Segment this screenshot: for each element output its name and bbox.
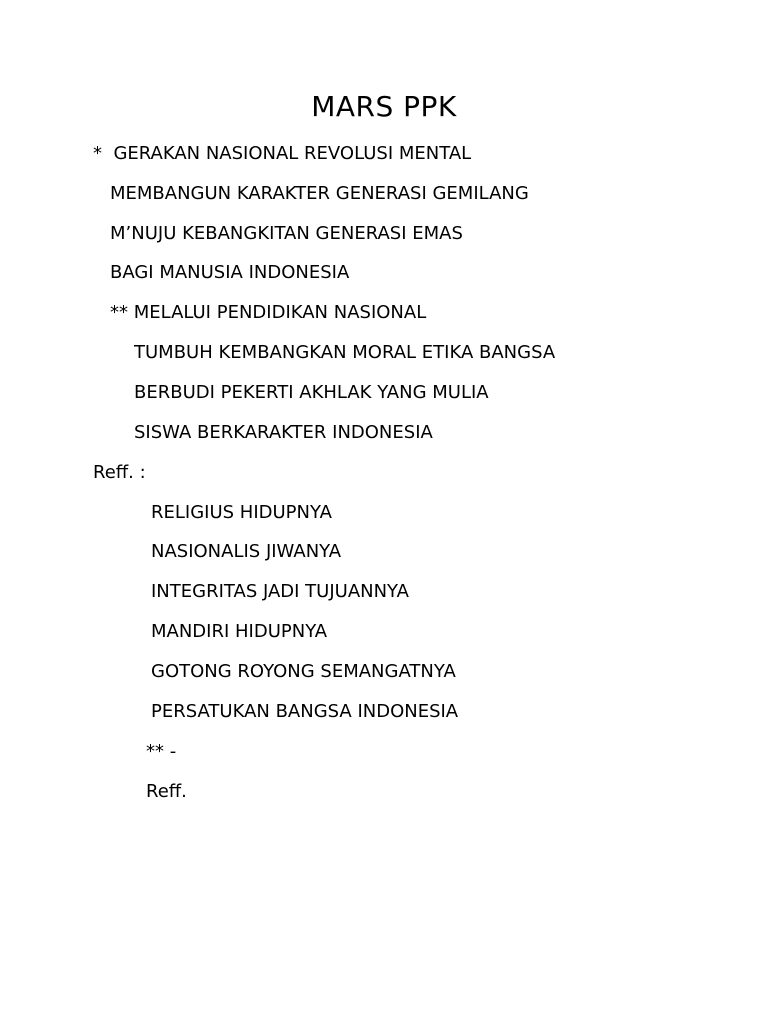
reff-label: Reff. : [93,462,146,483]
verse-line-6: TUMBUH KEMBANGKAN MORAL ETIKA BANGSA [134,342,556,363]
verse-line-3: M’NUJU KEBANGKITAN GENERASI EMAS [110,223,463,244]
reff-line-6: PERSATUKAN BANGSA INDONESIA [151,701,459,722]
verse-line-8: SISWA BERKARAKTER INDONESIA [134,422,433,443]
verse-line-7: BERBUDI PEKERTI AKHLAK YANG MULIA [134,382,489,403]
reff-line-4: MANDIRI HIDUPNYA [151,621,328,642]
verse-line-2: MEMBANGUN KARAKTER GENERASI GEMILANG [110,183,529,204]
outro-reff: Reff. [146,781,187,802]
reff-line-2: NASIONALIS JIWANYA [151,541,342,562]
verse-line-1: * GERAKAN NASIONAL REVOLUSI MENTAL [93,143,472,164]
reff-line-5: GOTONG ROYONG SEMANGATNYA [151,661,456,682]
outro-marker: ** - [146,741,177,762]
verse-line-4: BAGI MANUSIA INDONESIA [110,262,350,283]
verse-line-5: ** MELALUI PENDIDIKAN NASIONAL [110,302,427,323]
reff-line-3: INTEGRITAS JADI TUJUANNYA [151,581,409,602]
reff-line-1: RELIGIUS HIDUPNYA [151,502,332,523]
song-title: MARS PPK [311,90,457,123]
